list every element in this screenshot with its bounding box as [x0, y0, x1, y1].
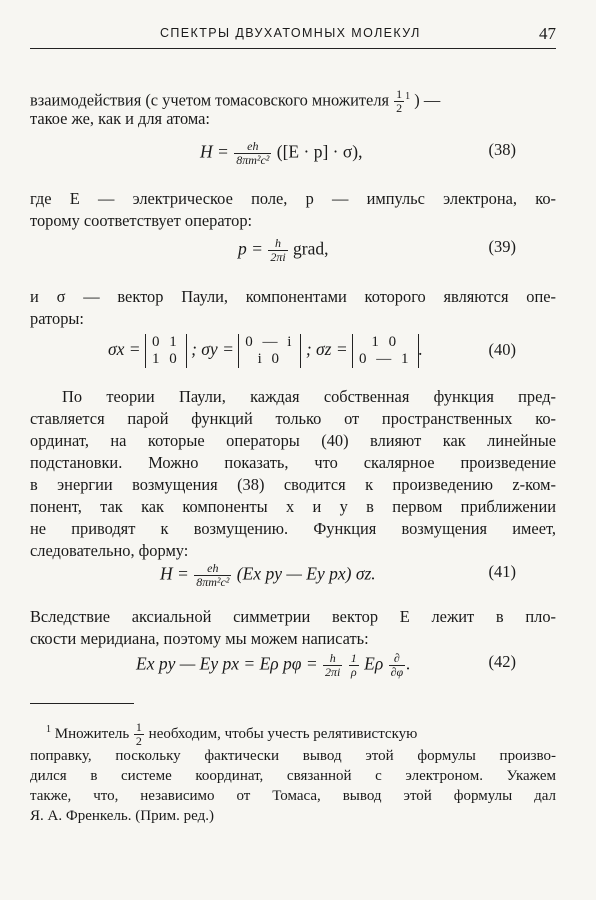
- equation-number: (42): [488, 652, 516, 671]
- page-number: 47: [539, 24, 556, 43]
- fraction: [349, 652, 359, 679]
- text-line: не приводят к возмущению. Функция возмущения имеет,: [30, 519, 556, 538]
- eq-lhs: H =: [200, 141, 229, 162]
- fraction-denominator: 2: [396, 101, 403, 116]
- fraction-denominator: ρ: [350, 665, 357, 679]
- equation-40: [108, 334, 556, 368]
- footnote-line: поправку, поскольку фактически вывод этой формулы произво-: [30, 748, 556, 764]
- equation-number: (38): [488, 140, 516, 159]
- text-line: Вследствие аксиальной симметрии вектор E лежит в пло-: [30, 607, 556, 626]
- text-line: в энергии возмущения (38) сводится к произведению z-ком-: [30, 475, 556, 494]
- eq-rhs: ([E · p] · σ),: [276, 141, 363, 162]
- text: ) —: [414, 90, 441, 110]
- fraction: [134, 721, 144, 748]
- fraction: [234, 140, 271, 167]
- footnote-line: дился в системе координат, связанной с электроном. Укажем: [30, 768, 556, 784]
- fraction-numerator: 1: [396, 87, 403, 102]
- eq-text: σx =: [108, 339, 141, 360]
- equation-39: [238, 237, 556, 264]
- footnote-line: также, что, независимо от Томаса, вывод этой формулы дал: [30, 788, 556, 804]
- text-line: торому соответствует оператор:: [30, 211, 253, 230]
- fraction-numerator: eh: [234, 140, 271, 154]
- fraction: [268, 237, 287, 264]
- footnote-rule: [30, 703, 134, 704]
- equation-41: [160, 562, 556, 589]
- fraction-denominator: 2πi: [270, 250, 286, 264]
- eq-rhs: (Ex py — Ey px) σz.: [236, 563, 376, 584]
- fraction: [323, 652, 342, 679]
- footnote-ref: 1: [405, 91, 411, 102]
- running-head: СПЕКТРЫ ДВУХАТОМНЫХ МОЛЕКУЛ: [160, 26, 421, 40]
- text-line: ординат, на которые операторы (40) влияют как линейные: [30, 431, 556, 450]
- equation-number: (41): [488, 562, 516, 581]
- eq-rhs: grad,: [293, 238, 329, 259]
- equation-number: (40): [488, 340, 516, 359]
- eq-lhs: Ex py — Ey px = Eρ pφ =: [136, 653, 318, 674]
- fraction-numerator: ∂: [389, 652, 406, 666]
- eq-text: Eρ: [364, 653, 384, 674]
- fraction: [389, 652, 406, 679]
- text: взаимодействия (с учетом томасовского множителя: [30, 90, 390, 110]
- eq-lhs: p =: [238, 238, 263, 259]
- fraction-numerator: 1: [350, 651, 357, 665]
- text-line: скости меридиана, поэтому мы можем написать:: [30, 629, 369, 648]
- fraction-denominator: 2: [135, 734, 142, 749]
- text-line: ставляется парой функций только от пространственных ко-: [30, 409, 556, 428]
- text-line: понент, так как компоненты x и y в первом приближении: [30, 497, 556, 516]
- footnote-mark: 1: [46, 724, 51, 735]
- matrix-row: 0 — 1: [359, 351, 412, 367]
- eq-text: ; σz =: [305, 339, 348, 360]
- equation-42: [136, 652, 556, 679]
- text: Множитель: [54, 726, 130, 742]
- pauli-matrix-y: [238, 334, 301, 368]
- page-header: [30, 22, 556, 49]
- fraction-numerator: 1: [135, 720, 142, 735]
- matrix-row: 1 0: [151, 351, 180, 367]
- equation-38: [200, 140, 556, 167]
- fraction-denominator: 8πm²c²: [196, 575, 230, 589]
- fraction-denominator: 2πi: [325, 665, 341, 679]
- fraction-numerator: h: [323, 652, 342, 666]
- matrix-row: 0 1: [151, 334, 180, 350]
- text-line: подстановки. Можно показать, что скалярное произведение: [30, 453, 556, 472]
- fraction-denominator: 8πm²c²: [236, 153, 270, 167]
- text-line: и σ — вектор Паули, компонентами которого являются опе-: [30, 287, 556, 306]
- matrix-row: 0 — i: [245, 334, 295, 350]
- text: необходим, чтобы учесть релятивистскую: [148, 726, 418, 742]
- eq-text: .: [406, 653, 411, 674]
- equation-number: (39): [488, 237, 516, 256]
- text-line: такое же, как и для атома:: [30, 109, 210, 128]
- text-line: следовательно, форму:: [30, 541, 189, 560]
- pauli-matrix-z: [352, 334, 419, 368]
- text-line: где E — электрическое поле, p — импульс электрона, ко-: [30, 189, 556, 208]
- eq-text: .: [418, 339, 423, 360]
- eq-text: ; σy =: [191, 339, 234, 360]
- pauli-matrix-x: [145, 334, 187, 368]
- eq-lhs: H =: [160, 563, 189, 584]
- fraction-denominator: ∂φ: [390, 665, 404, 679]
- matrix-row: i 0: [257, 351, 283, 367]
- fraction-numerator: h: [268, 237, 287, 251]
- footnote-line: Я. А. Френкель. (Прим. ред.): [30, 808, 214, 824]
- fraction: [194, 562, 231, 589]
- footnote-line: [46, 720, 556, 748]
- text-line: По теории Паули, каждая собственная функция пред-: [62, 387, 556, 406]
- fraction-numerator: eh: [194, 562, 231, 576]
- text-line: раторы:: [30, 309, 84, 328]
- matrix-row: 1 0: [371, 334, 400, 350]
